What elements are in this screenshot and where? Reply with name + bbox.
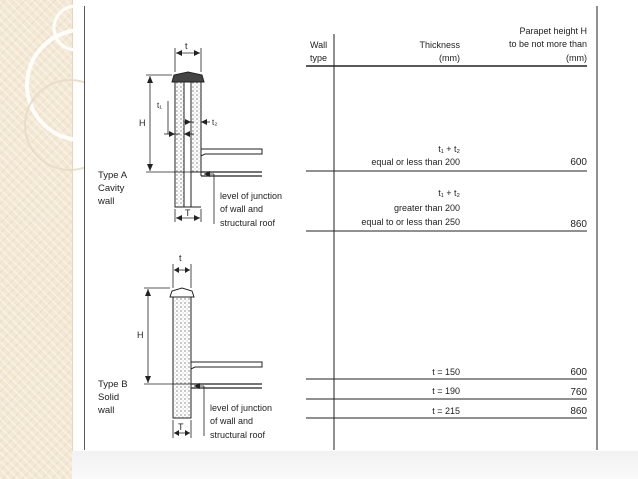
- type-b-label-2: Solid: [98, 392, 120, 403]
- row1-thickness-2: equal or less than 200: [371, 157, 460, 167]
- type-a-dim-t: t: [185, 41, 188, 51]
- type-b-dim-h: H: [137, 330, 144, 340]
- row2-thickness-1: t₁ + t₂: [438, 188, 460, 198]
- type-a-label-1: Type A: [98, 170, 128, 181]
- row3-height: 600: [570, 367, 587, 378]
- type-a-label-3: wall: [98, 196, 115, 207]
- type-b-dim-T: T: [178, 422, 184, 432]
- header-parapet-1: Parapet height H: [519, 26, 587, 36]
- type-b-dim-t: t: [179, 253, 182, 263]
- type-a-roof-slab: [201, 149, 262, 156]
- row5-thickness: t = 215: [432, 406, 460, 416]
- type-a-dim-t2: t₂: [212, 118, 218, 127]
- row2-height: 860: [570, 219, 587, 230]
- row3-thickness: t = 150: [432, 367, 460, 377]
- type-a-dim-T: T: [185, 208, 191, 218]
- parapet-diagram: [84, 6, 598, 450]
- type-a-label-2: Cavity: [98, 183, 125, 194]
- header-parapet-3: (mm): [566, 53, 587, 63]
- type-a-dim-h: H: [139, 118, 146, 128]
- type-a-junction-2: of wall and: [220, 204, 264, 214]
- row4-thickness: t = 190: [432, 386, 460, 396]
- row2-thickness-2: greater than 200: [393, 203, 460, 213]
- row1-thickness-1: t₁ + t₂: [438, 144, 460, 154]
- header-thickness-2: (mm): [439, 53, 460, 63]
- type-a-dim-t1: t₁: [157, 101, 162, 110]
- type-b-junction-2: of wall and: [210, 416, 254, 426]
- table-rows: [361, 144, 587, 417]
- type-b-label-1: Type B: [98, 379, 128, 390]
- row2-thickness-3: equal to or less than 250: [361, 217, 460, 227]
- row1-height: 600: [570, 157, 587, 168]
- header-parapet-2: to be not more than: [508, 39, 587, 49]
- type-b-junction-3: structural roof: [210, 430, 266, 440]
- type-a-junction-3: structural roof: [220, 218, 276, 228]
- type-a-inner-leaf: [191, 82, 201, 172]
- type-b-roof-slab: [191, 362, 262, 369]
- type-a-outer-leaf: [175, 82, 184, 207]
- header-wall-type-2: type: [310, 53, 328, 63]
- type-b-label-3: wall: [98, 405, 115, 416]
- header-thickness-1: Thickness: [419, 40, 460, 50]
- type-b-wall: [173, 297, 191, 418]
- type-b-junction-1: level of junction: [210, 403, 273, 413]
- type-b-coping: [170, 288, 194, 297]
- type-a-coping: [172, 72, 204, 82]
- slide-shadow: [72, 451, 638, 479]
- header-wall-type-1: Wall: [310, 40, 328, 50]
- row4-height: 760: [570, 387, 587, 398]
- table-header: [310, 26, 587, 63]
- diagram-frame: [84, 6, 597, 450]
- type-a-junction-1: level of junction: [220, 191, 283, 201]
- row5-height: 860: [570, 406, 587, 417]
